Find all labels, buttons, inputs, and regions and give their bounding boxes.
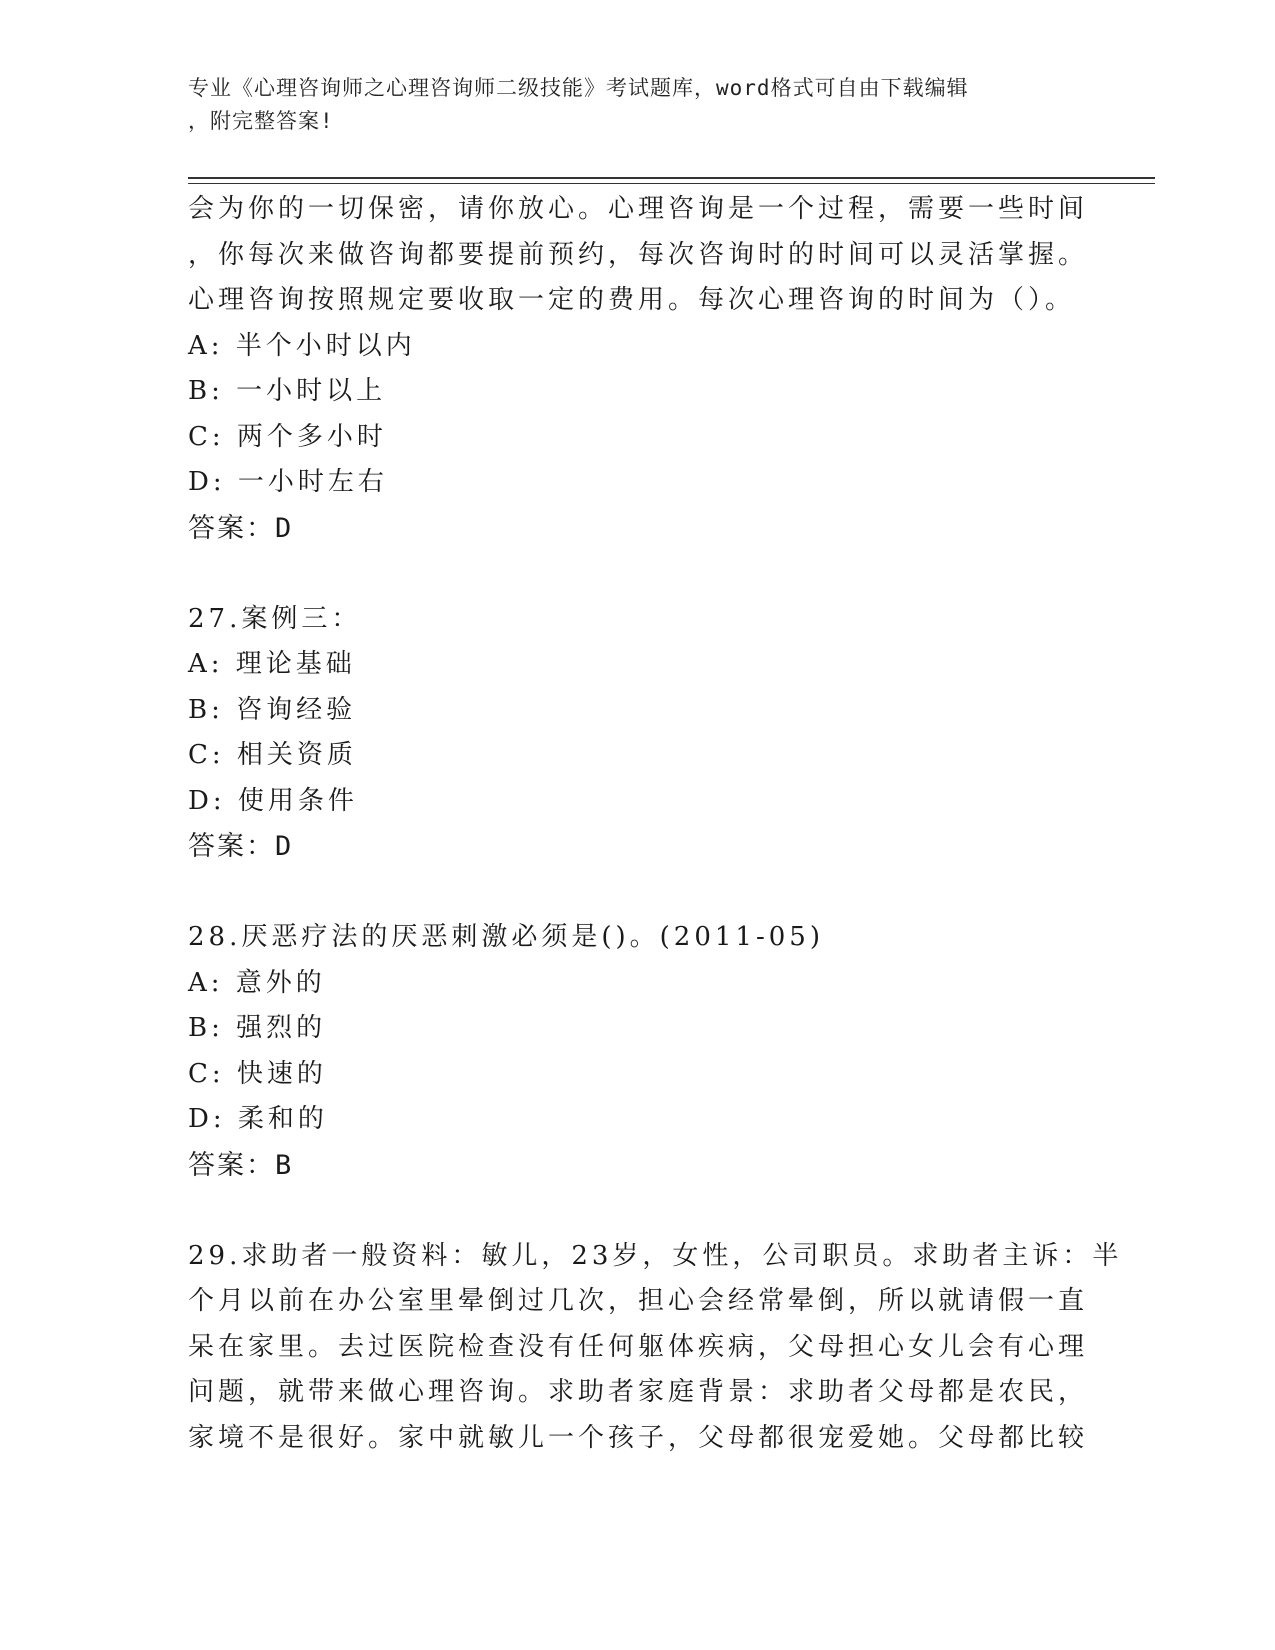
option-c: C: 两个多小时: [188, 421, 387, 452]
question-28: [188, 915, 1188, 1188]
answer-value: B: [275, 1149, 294, 1181]
option-d: D: 柔和的: [188, 1104, 328, 1134]
spacer: [188, 1188, 1188, 1234]
answer-label: 答案：: [188, 831, 275, 862]
option-d: D: 使用条件: [188, 785, 358, 816]
question-text: 28.厌恶疗法的厌恶刺激必须是()。(2011-05): [188, 922, 824, 952]
spacer: [188, 870, 1188, 916]
question-text-line: 问题，就带来做心理咨询。求助者家庭背景：求助者父母都是农民，: [188, 1377, 1089, 1407]
question-text-line: 家境不是很好。家中就敏儿一个孩子，父母都很宠爱她。父母都比较: [188, 1422, 1089, 1453]
answer-line: [188, 506, 1188, 552]
option-c: C: 快速的: [188, 1058, 327, 1089]
question-29: [188, 1234, 1188, 1462]
question-text-line: 个月以前在办公室里晕倒过几次，担心会经常晕倒，所以就请假一直: [188, 1286, 1089, 1316]
question-text-line: ，你每次来做咨询都要提前预约，每次咨询时的时间可以灵活掌握。: [188, 239, 1089, 270]
option-d: D: 一小时左右: [188, 467, 388, 497]
option-a: A: 理论基础: [188, 649, 356, 679]
header-divider-thick: [188, 177, 1155, 179]
header-title-line-1: 专业《心理咨询师之心理咨询师二级技能》考试题库，word格式可自由下载编辑: [188, 76, 969, 100]
question-text: 27.案例三：: [188, 603, 362, 634]
option-b: B: 咨询经验: [188, 694, 357, 725]
question-26: [188, 187, 1188, 551]
option-c: C: 相关资质: [188, 740, 357, 770]
question-text-line: 心理咨询按照规定要收取一定的费用。每次心理咨询的时间为（）。: [188, 285, 1076, 315]
answer-line: [188, 824, 1188, 870]
question-content: [188, 187, 1188, 1461]
option-a: A: 半个小时以内: [188, 330, 416, 361]
question-text-line: 会为你的一切保密，请你放心。心理咨询是一个过程，需要一些时间: [188, 194, 1089, 224]
question-27: [188, 597, 1188, 870]
page-header: [188, 72, 1088, 138]
header-title-line-2: ，附完整答案!: [188, 109, 334, 133]
option-b: B: 一小时以上: [188, 376, 387, 406]
option-b: B: 强烈的: [188, 1013, 327, 1043]
answer-value: D: [275, 512, 294, 544]
header-divider-thin: [188, 183, 1155, 184]
spacer: [188, 551, 1188, 597]
answer-line: [188, 1143, 1188, 1189]
answer-label: 答案：: [188, 1149, 275, 1181]
answer-value: D: [275, 831, 294, 862]
answer-label: 答案：: [188, 512, 275, 544]
question-text-line: 呆在家里。去过医院检查没有任何躯体疾病，父母担心女儿会有心理: [188, 1331, 1089, 1362]
question-text-line: 29.求助者一般资料：敏儿，23岁，女性，公司职员。求助者主诉：半: [188, 1240, 1123, 1271]
option-a: A: 意外的: [188, 967, 326, 998]
